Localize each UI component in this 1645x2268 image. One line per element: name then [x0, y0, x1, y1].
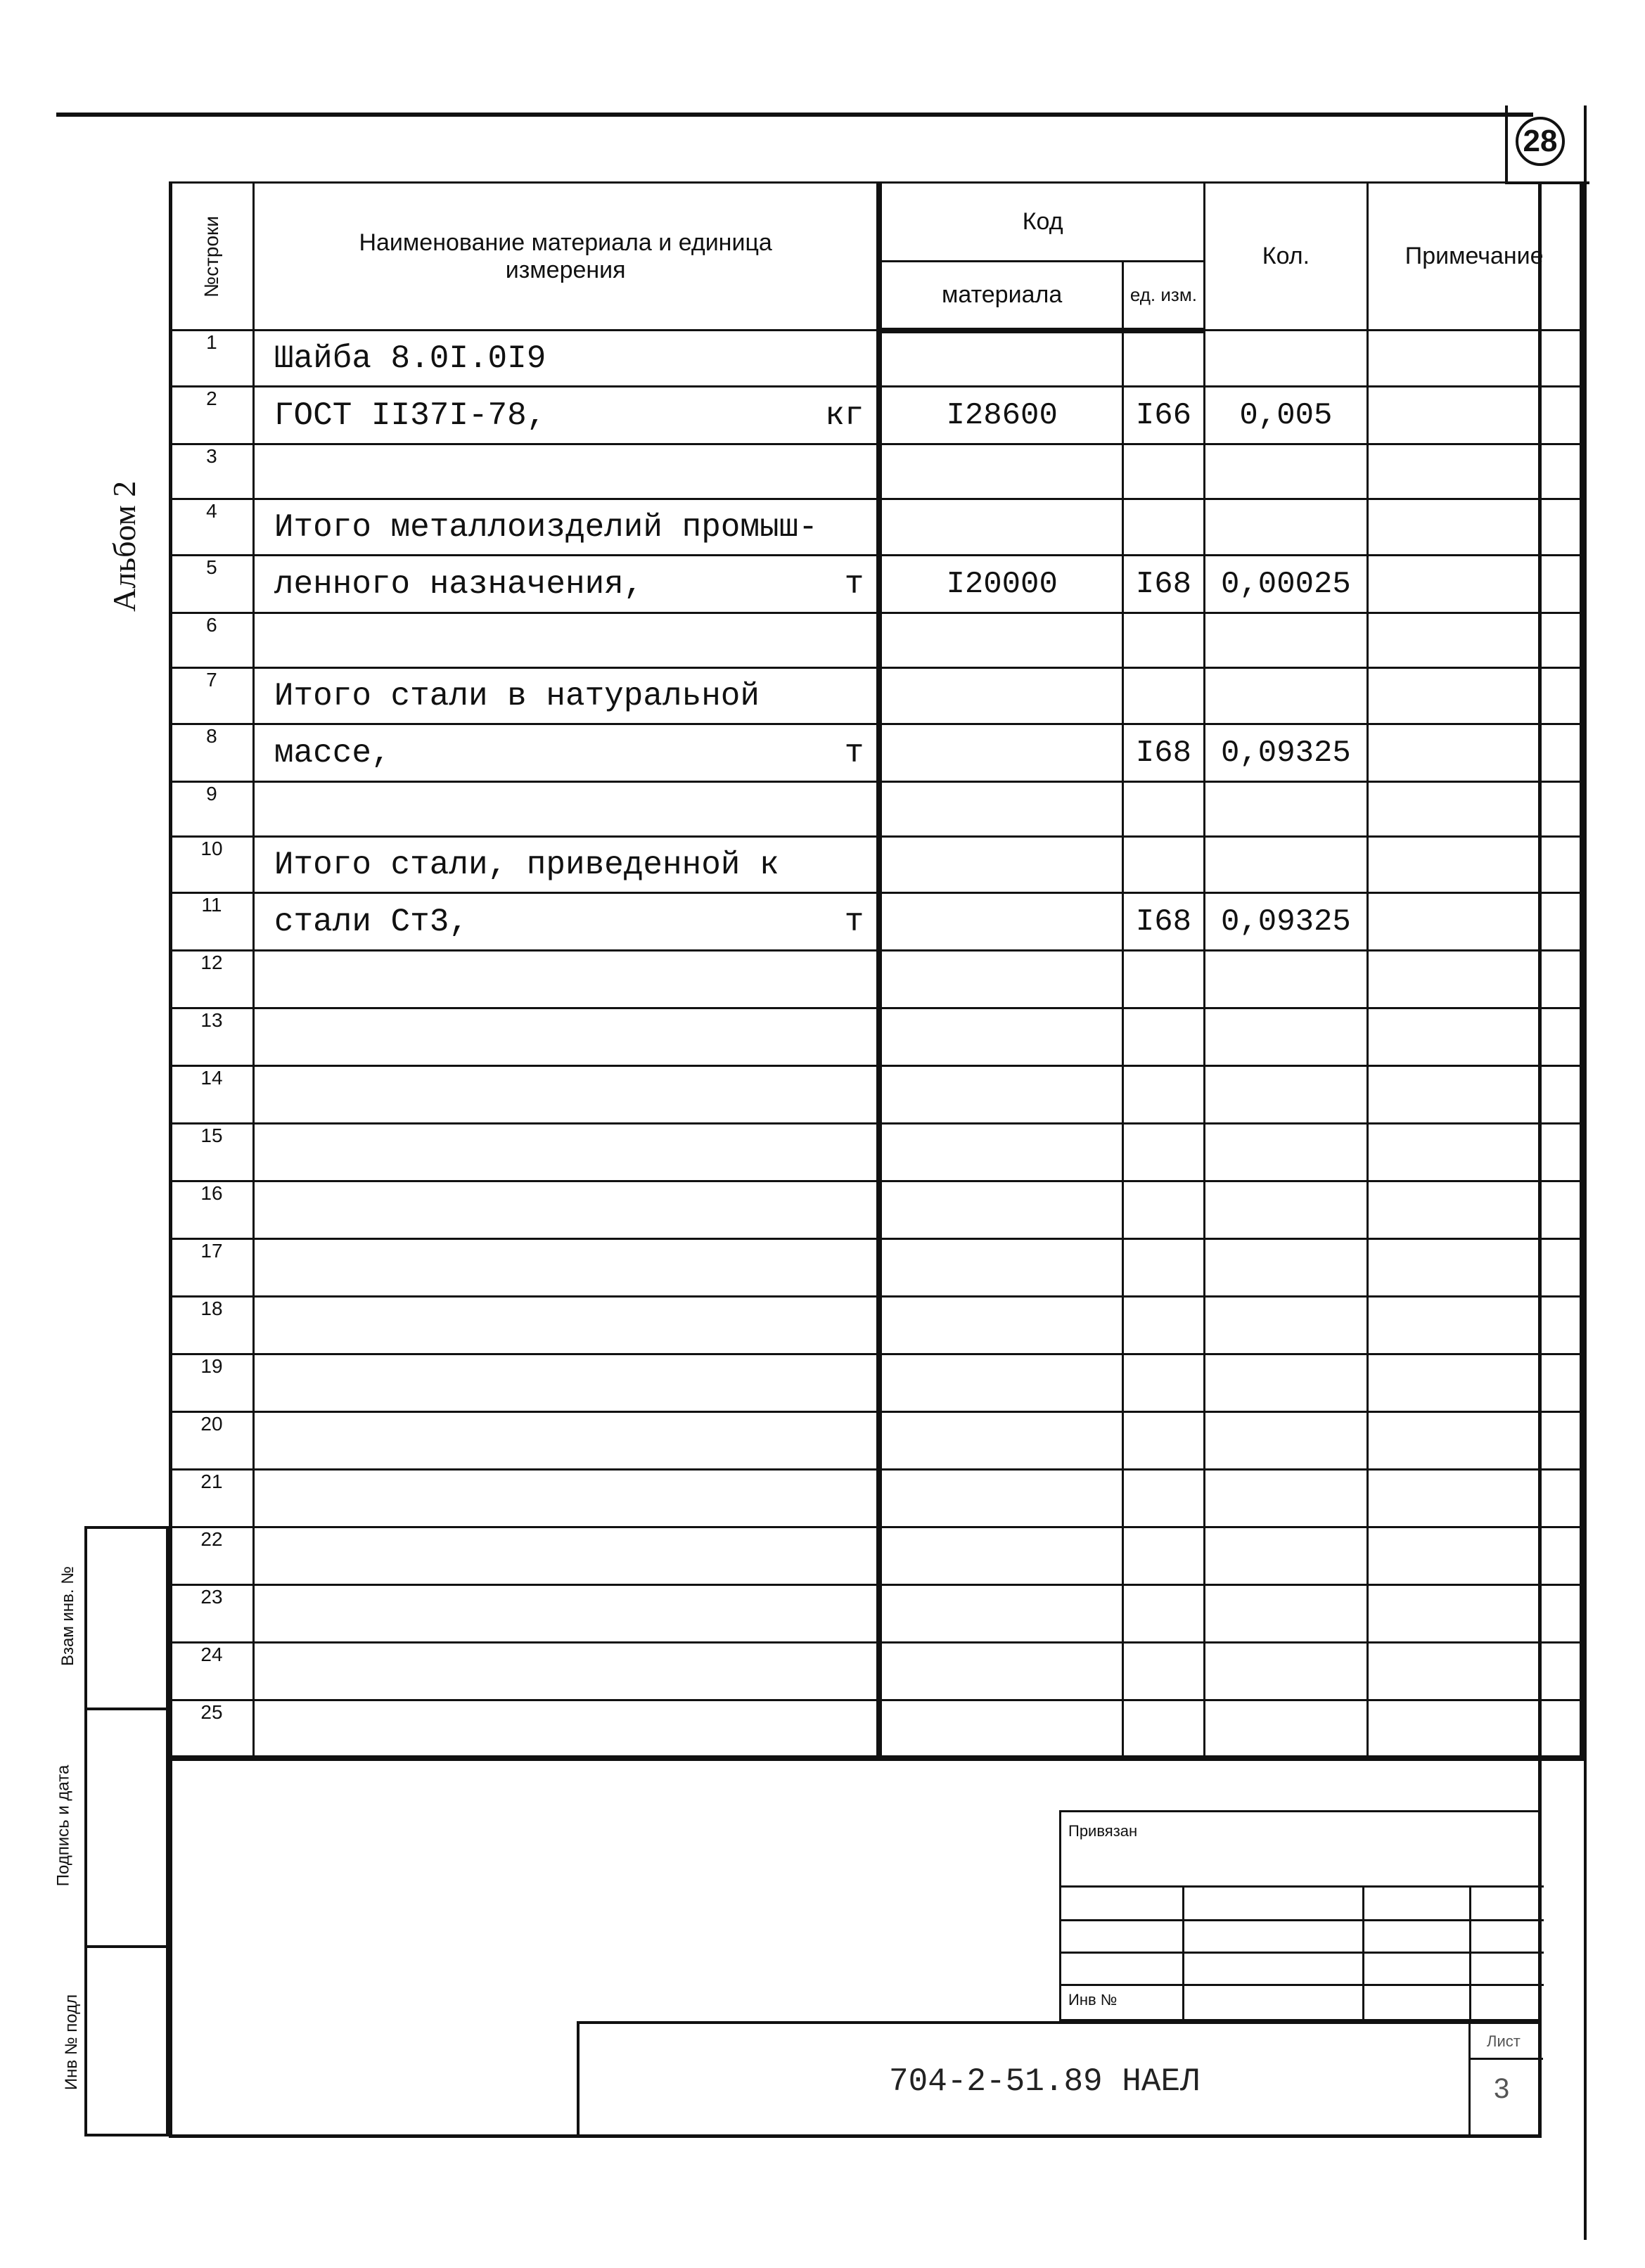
quantity — [1204, 499, 1367, 556]
material-name — [253, 499, 879, 556]
material-name-text: массе, — [274, 734, 391, 771]
sheet-rule — [1468, 2058, 1543, 2060]
binding-col-rule — [1362, 1885, 1364, 2020]
material-name — [253, 1470, 879, 1527]
note — [1367, 951, 1582, 1008]
row-number: 10 — [170, 837, 254, 893]
material-name-text: Шайба 8.0I.0I9 — [274, 340, 546, 377]
material-name — [253, 724, 879, 782]
quantity — [1204, 1181, 1367, 1239]
table-row — [170, 613, 1583, 668]
row-number: 16 — [170, 1181, 254, 1239]
quantity — [1204, 613, 1367, 668]
quantity — [1204, 1643, 1367, 1700]
material-name-text: Итого стали, приведенной к — [274, 846, 779, 883]
table-row — [170, 1585, 1583, 1643]
binding-block — [1059, 1810, 1542, 2021]
binding-col-rule — [1469, 1885, 1471, 2020]
material-name — [253, 1066, 879, 1124]
unit-code — [1122, 1239, 1204, 1297]
quantity — [1204, 1066, 1367, 1124]
unit-code — [1122, 1008, 1204, 1066]
quantity — [1204, 331, 1367, 387]
unit-code: I68 — [1122, 556, 1204, 613]
material-name — [253, 782, 879, 837]
quantity — [1204, 782, 1367, 837]
material-name-text: Итого металлоизделий промыш- — [274, 508, 818, 546]
material-name — [253, 613, 879, 668]
material-name-text: ГОСТ II37I-78, — [274, 397, 546, 434]
material-code — [879, 951, 1122, 1008]
note — [1367, 1700, 1582, 1758]
quantity — [1204, 444, 1367, 499]
material-name — [253, 1124, 879, 1181]
material-code — [879, 1239, 1122, 1297]
material-name-text: стали Ст3, — [274, 903, 468, 940]
row-number: 19 — [170, 1354, 254, 1412]
note — [1367, 613, 1582, 668]
quantity: 0,09325 — [1204, 724, 1367, 782]
quantity-header: Кол. — [1204, 183, 1367, 331]
material-code — [879, 724, 1122, 782]
quantity — [1204, 1008, 1367, 1066]
quantity: 0,00025 — [1204, 556, 1367, 613]
note — [1367, 1297, 1582, 1354]
material-code — [879, 893, 1122, 951]
quantity — [1204, 1124, 1367, 1181]
material-name — [253, 668, 879, 724]
note — [1367, 1412, 1582, 1470]
table-row — [170, 556, 1583, 613]
row-number: 12 — [170, 951, 254, 1008]
unit-code — [1122, 1470, 1204, 1527]
material-name — [253, 556, 879, 613]
quantity — [1204, 1700, 1367, 1758]
binding-rule — [1061, 1984, 1544, 1986]
table-row — [170, 1181, 1583, 1239]
table-row — [170, 893, 1583, 951]
unit-code — [1122, 444, 1204, 499]
material-code — [879, 1181, 1122, 1239]
material-code: I20000 — [879, 556, 1122, 613]
material-code — [879, 1700, 1122, 1758]
material-name — [253, 1008, 879, 1066]
material-code — [879, 1585, 1122, 1643]
quantity — [1204, 668, 1367, 724]
material-code — [879, 1527, 1122, 1585]
material-name — [253, 1297, 879, 1354]
row-number: 5 — [170, 556, 254, 613]
table-row — [170, 1066, 1583, 1124]
table-row — [170, 331, 1583, 387]
side-stamp-signature — [53, 1708, 169, 1948]
material-name — [253, 1354, 879, 1412]
row-number: 23 — [170, 1585, 254, 1643]
row-number: 6 — [170, 613, 254, 668]
material-name — [253, 1643, 879, 1700]
material-code — [879, 1124, 1122, 1181]
material-unit: т — [844, 734, 864, 771]
note — [1367, 444, 1582, 499]
name-header: Наименование материала и единица измерения — [253, 183, 879, 331]
material-code — [879, 613, 1122, 668]
unit-code: I66 — [1122, 387, 1204, 444]
note — [1367, 1585, 1582, 1643]
inv-number-label: Инв № — [1068, 1991, 1118, 2008]
table-row — [170, 782, 1583, 837]
unit-code — [1122, 1412, 1204, 1470]
row-number: 9 — [170, 782, 254, 837]
material-name — [253, 1700, 879, 1758]
unit-code — [1122, 1700, 1204, 1758]
unit-code — [1122, 1354, 1204, 1412]
material-name — [253, 1239, 879, 1297]
row-number: 11 — [170, 893, 254, 951]
material-code — [879, 668, 1122, 724]
note — [1367, 668, 1582, 724]
table-row — [170, 387, 1583, 444]
album-label: Альбом 2 — [106, 480, 142, 612]
note — [1367, 1124, 1582, 1181]
unit-code — [1122, 499, 1204, 556]
table-row — [170, 1527, 1583, 1585]
material-name — [253, 1181, 879, 1239]
material-name — [253, 331, 879, 387]
material-code — [879, 1008, 1122, 1066]
material-code — [879, 444, 1122, 499]
quantity — [1204, 1239, 1367, 1297]
sheet-circle-number: 28 — [1516, 117, 1565, 166]
note-header: Примечание — [1367, 183, 1582, 331]
table-row — [170, 951, 1583, 1008]
material-code — [879, 837, 1122, 893]
unit-code — [1122, 1181, 1204, 1239]
unit-code — [1122, 1066, 1204, 1124]
material-unit: кг — [825, 397, 864, 434]
table-row — [170, 1124, 1583, 1181]
unit-code — [1122, 1643, 1204, 1700]
code-header: Код — [879, 183, 1204, 262]
unit-code — [1122, 668, 1204, 724]
note — [1367, 1643, 1582, 1700]
row-number: 1 — [170, 331, 254, 387]
row-number: 7 — [170, 668, 254, 724]
unit-code-header: ед. изм. — [1122, 262, 1204, 331]
note — [1367, 1354, 1582, 1412]
row-number: 8 — [170, 724, 254, 782]
inv-original-label: Инв № подл — [62, 1994, 82, 2091]
side-stamp-inv-original — [62, 1945, 169, 2136]
unit-code — [1122, 331, 1204, 387]
table-row — [170, 668, 1583, 724]
row-number: 15 — [170, 1124, 254, 1181]
row-number: 14 — [170, 1066, 254, 1124]
note — [1367, 556, 1582, 613]
binding-label: Привязан — [1068, 1822, 1138, 1840]
unit-code — [1122, 782, 1204, 837]
side-stamp-inv-replacement — [58, 1526, 169, 1710]
note — [1367, 1181, 1582, 1239]
material-unit: т — [844, 903, 864, 940]
unit-code — [1122, 837, 1204, 893]
top-rule — [56, 113, 1533, 117]
table-row — [170, 1354, 1583, 1412]
designation-block — [577, 2021, 1542, 2138]
row-number: 4 — [170, 499, 254, 556]
note — [1367, 1239, 1582, 1297]
inv-replacement-label: Взам инв. № — [58, 1565, 78, 1667]
material-name — [253, 1412, 879, 1470]
note — [1367, 499, 1582, 556]
table-row — [170, 1470, 1583, 1527]
material-name-text: ленного назначения, — [274, 565, 644, 603]
note — [1367, 387, 1582, 444]
row-number-header: №строки — [170, 183, 254, 331]
material-code — [879, 1412, 1122, 1470]
material-name — [253, 951, 879, 1008]
table-row — [170, 1700, 1583, 1758]
quantity — [1204, 1585, 1367, 1643]
table-row — [170, 724, 1583, 782]
quantity — [1204, 1412, 1367, 1470]
table-row — [170, 1643, 1583, 1700]
row-number: 3 — [170, 444, 254, 499]
note — [1367, 1066, 1582, 1124]
signature-date-label: Подпись и дата — [53, 1764, 73, 1887]
material-code — [879, 782, 1122, 837]
binding-rule — [1061, 1952, 1544, 1954]
row-number: 18 — [170, 1297, 254, 1354]
document-designation: 704-2-51.89 НАЕЛ — [889, 2063, 1200, 2100]
quantity — [1204, 1470, 1367, 1527]
row-number: 17 — [170, 1239, 254, 1297]
table-row — [170, 837, 1583, 893]
note — [1367, 893, 1582, 951]
material-name — [253, 387, 879, 444]
unit-code: I68 — [1122, 724, 1204, 782]
quantity: 0,09325 — [1204, 893, 1367, 951]
note — [1367, 724, 1582, 782]
note — [1367, 837, 1582, 893]
specification-table — [169, 181, 1585, 1761]
quantity — [1204, 951, 1367, 1008]
quantity — [1204, 1354, 1367, 1412]
note — [1367, 331, 1582, 387]
unit-code — [1122, 1527, 1204, 1585]
sheet-number: 3 — [1494, 2073, 1510, 2104]
note — [1367, 1527, 1582, 1585]
binding-rule — [1061, 1885, 1544, 1888]
sheet-label: Лист — [1487, 2032, 1521, 2050]
table-row — [170, 1239, 1583, 1297]
material-name — [253, 1585, 879, 1643]
material-code — [879, 1470, 1122, 1527]
material-name — [253, 837, 879, 893]
unit-code — [1122, 951, 1204, 1008]
unit-code: I68 — [1122, 893, 1204, 951]
table-row — [170, 499, 1583, 556]
material-code: I28600 — [879, 387, 1122, 444]
table-row — [170, 1412, 1583, 1470]
table-row — [170, 444, 1583, 499]
material-unit: т — [844, 565, 864, 603]
binding-col-rule — [1182, 1885, 1184, 2020]
table-row — [170, 1297, 1583, 1354]
note — [1367, 1470, 1582, 1527]
quantity — [1204, 1527, 1367, 1585]
note — [1367, 1008, 1582, 1066]
unit-code — [1122, 613, 1204, 668]
binding-rule — [1061, 1919, 1544, 1921]
material-code — [879, 1066, 1122, 1124]
material-code — [879, 1354, 1122, 1412]
row-number: 21 — [170, 1470, 254, 1527]
unit-code — [1122, 1124, 1204, 1181]
unit-code — [1122, 1585, 1204, 1643]
row-number: 13 — [170, 1008, 254, 1066]
material-name — [253, 444, 879, 499]
quantity: 0,005 — [1204, 387, 1367, 444]
material-name-text: Итого стали в натуральной — [274, 677, 760, 715]
material-code — [879, 1297, 1122, 1354]
row-number: 25 — [170, 1700, 254, 1758]
note — [1367, 782, 1582, 837]
unit-code — [1122, 1297, 1204, 1354]
material-code — [879, 1643, 1122, 1700]
row-number: 22 — [170, 1527, 254, 1585]
material-name — [253, 893, 879, 951]
material-name — [253, 1527, 879, 1585]
quantity — [1204, 1297, 1367, 1354]
row-number: 20 — [170, 1412, 254, 1470]
table-row — [170, 1008, 1583, 1066]
material-code — [879, 331, 1122, 387]
row-number: 2 — [170, 387, 254, 444]
material-code — [879, 499, 1122, 556]
sheet-divider — [1468, 2024, 1471, 2136]
row-number: 24 — [170, 1643, 254, 1700]
quantity — [1204, 837, 1367, 893]
material-code-header: материала — [879, 262, 1122, 331]
